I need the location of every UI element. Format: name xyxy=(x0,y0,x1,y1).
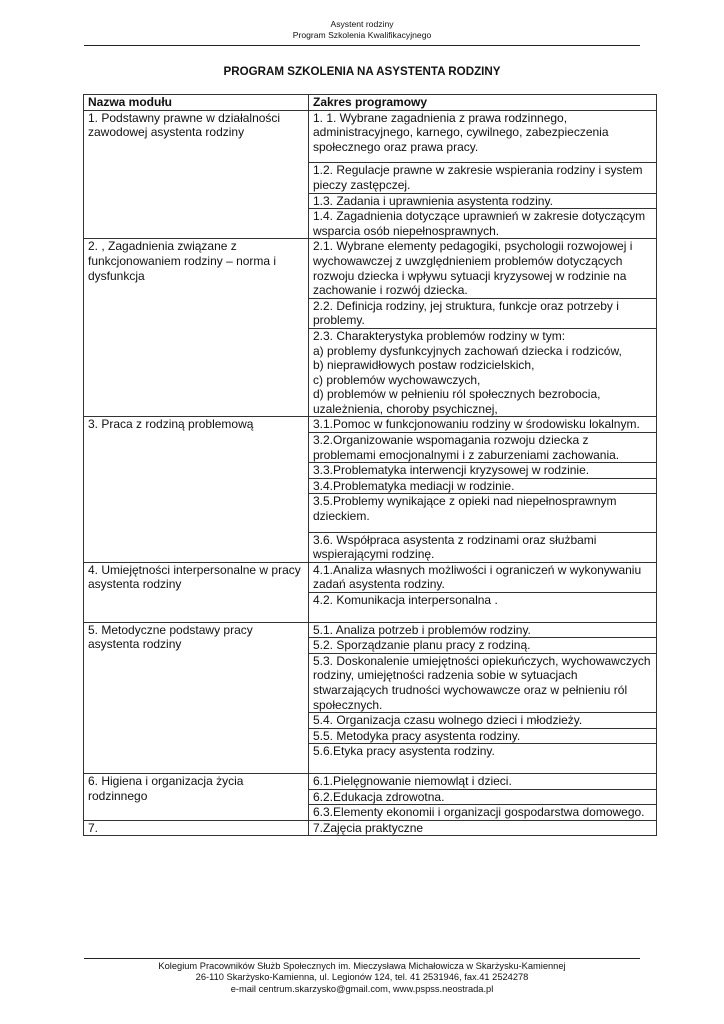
topic-cell: 3.6. Współpraca asystenta z rodzinami oraz służbami wspierającymi rodzinę. xyxy=(309,532,657,562)
header-line-2: Program Szkolenia Kwalifikacyjnego xyxy=(292,30,432,40)
topic-cell: 6.2.Edukacja zdrowotna. xyxy=(309,789,657,805)
topic-cell: 5.3. Doskonalenie umiejętności opiekuńczych, wychowawczych rodziny, umiejętności radzenia sobie w sytuacjach stwarzających trudności wychowawcze oraz w pełnieniu ról społecznych. xyxy=(309,653,657,712)
module-cell: 2. , Zagadnienia związane z funkcjonowaniem rodziny – norma i dysfunkcja xyxy=(84,239,309,417)
table-row xyxy=(84,417,657,433)
header-line-1: Asystent rodziny xyxy=(330,19,394,29)
module-cell: 6. Higiena i organizacja życia rodzinnego xyxy=(84,773,309,820)
topic-cell xyxy=(309,494,657,532)
topic-cell: 3.1.Pomoc w funkcjonowaniu rodziny w środowisku lokalnym. xyxy=(309,417,657,433)
topic-cell: 4.1.Analiza własnych możliwości i ograniczeń w wykonywaniu zadań asystenta rodziny. xyxy=(309,562,657,592)
table-row xyxy=(84,110,657,163)
footer-line-3: e-mail centrum.skarzysko@gmail.com, www.pspss.neostrada.pl xyxy=(230,983,494,994)
topic-cell: 2.1. Wybrane elementy pedagogiki, psychologii rozwojowej i wychowawczej z uwzględnieniem problemów dotyczących rozwoju dziecka i wpływu sytuacji kryzysowej w rodzinie na zachowanie i rozwój dziecka. xyxy=(309,239,657,298)
topic-cell xyxy=(309,110,657,163)
module-cell: 5. Metodyczne podstawy pracy asystenta rodziny xyxy=(84,622,309,773)
table-row xyxy=(84,239,657,298)
module-cell: 1. Podstawny prawne w działalności zawodowej asystenta rodziny xyxy=(84,110,309,239)
topic-cell xyxy=(309,744,657,774)
module-cell: 3. Praca z rodziną problemową xyxy=(84,417,309,562)
topic-cell: 3.4.Problematyka mediacji w rodzinie. xyxy=(309,478,657,494)
topic-cell: 5.1. Analiza potrzeb i problemów rodziny. xyxy=(309,622,657,638)
footer-divider xyxy=(84,958,640,959)
table-row xyxy=(84,562,657,592)
topic-text: 5.6.Etyka pracy asystenta rodziny. xyxy=(313,744,495,759)
topic-cell xyxy=(309,593,657,623)
header-divider xyxy=(84,45,640,46)
module-cell: 4. Umiejętności interpersonalne w pracy asystenta rodziny xyxy=(84,562,309,622)
module-cell: 7. xyxy=(84,820,309,836)
footer-line-1: Kolegium Pracowników Służb Społecznych im. Mieczysława Michałowicza w Skarżysku-Kamiennej xyxy=(158,961,566,971)
topic-cell: 2.2. Definicja rodziny, jej struktura, funkcje oraz potrzeby i problemy. xyxy=(309,298,657,328)
topic-text: 3.5.Problemy wynikające z opieki nad niepełnosprawnym dzieckiem. xyxy=(313,494,617,524)
topic-text: 2.3. Charakterystyka problemów rodziny w tym: xyxy=(313,328,566,343)
column-header-topics: Zakres programowy xyxy=(309,95,657,111)
topic-cell: 5.2. Sporządzanie planu pracy z rodziną. xyxy=(309,638,657,654)
footer-line-2: 26-110 Skarżysko-Kamienna, ul. Legionów 124, tel. 41 2531946, fax.41 2524278 xyxy=(195,972,529,983)
document-title: PROGRAM SZKOLENIA NA ASYSTENTA RODZINY xyxy=(223,65,501,78)
topic-cell: 1.3. Zadania i uprawnienia asystenta rodziny. xyxy=(309,193,657,209)
topic-cell: 1.4. Zagadnienia dotyczące uprawnień w zakresie dotyczącym wsparcia osób niepełnosprawnych. xyxy=(309,209,657,239)
topic-subitem: c) problemów wychowawczych, xyxy=(313,372,481,387)
topic-cell: 1.2. Regulacje prawne w zakresie wspierania rodziny i system pieczy zastępczej. xyxy=(309,163,657,193)
table-header-row xyxy=(84,95,657,111)
topic-text: 1. 1. Wybrane zagadnienia z prawa rodzinnego, administracyjnego, karnego, cywilnego, zabezpieczenia społecznego oraz prawa pracy. xyxy=(313,110,609,154)
topic-subitem: b) nieprawidłowych postaw rodzicielskich, xyxy=(313,358,535,373)
topic-cell: 6.1.Pielęgnowanie niemowląt i dzieci. xyxy=(309,773,657,789)
topic-cell: 6.3.Elementy ekonomii i organizacji gospodarstwa domowego. xyxy=(309,805,657,821)
topic-cell xyxy=(309,328,657,417)
table-row xyxy=(84,820,657,836)
topic-text: 4.2. Komunikacja interpersonalna . xyxy=(313,593,498,607)
table-row xyxy=(84,773,657,789)
topic-cell: 5.4. Organizacja czasu wolnego dzieci i młodzieży. xyxy=(309,713,657,729)
table-row xyxy=(84,622,657,638)
topic-cell: 5.5. Metodyka pracy asystenta rodziny. xyxy=(309,728,657,744)
topic-cell: 3.3.Problematyka interwencji kryzysowej w rodzinie. xyxy=(309,463,657,479)
page-header xyxy=(0,19,724,41)
topic-subitem: a) problemy dysfunkcyjnych zachowań dziecka i rodziców, xyxy=(313,343,622,358)
topic-cell: 7.Zajęcia praktyczne xyxy=(309,820,657,836)
page-footer xyxy=(0,961,724,995)
column-header-module: Nazwa modułu xyxy=(84,95,309,111)
topic-subitem: d) problemów w pełnieniu ról społecznych bezrobocia, uzależnienia, choroby psychicznej, xyxy=(313,387,601,416)
program-table xyxy=(83,94,657,836)
topic-cell: 3.2.Organizowanie wspomagania rozwoju dziecka z problemami emocjonalnymi i z zaburzeniami zachowania. xyxy=(309,433,657,463)
